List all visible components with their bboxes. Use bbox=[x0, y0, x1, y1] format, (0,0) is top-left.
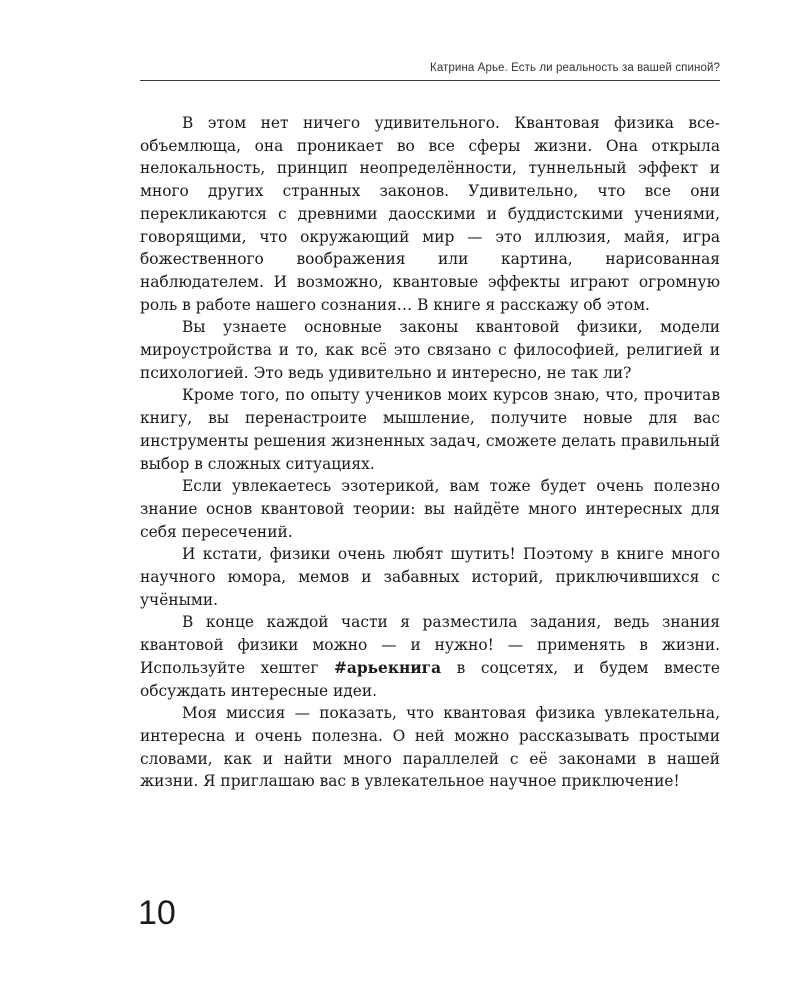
paragraph: И кстати, физики очень любят шутить! Поэтому в книге много научного юмора, мемов и забавных историй, приключившихся с учёными. bbox=[140, 545, 720, 609]
page-number: 10 bbox=[138, 894, 176, 932]
paragraph-text: В конце каждой части я разместила задания, ведь знания квантовой физики можно — и нужно! — применять в жизни. Используйте хештег bbox=[140, 613, 720, 677]
paragraph-mission: Моя миссия — показать, что квантовая физика увлекательна, интересна и очень полезна. О ней можно рассказывать простыми словами, как и найти много параллелей с её законами в нашей жизни. Я приглашаю вас в увлекательное научное приключение! bbox=[140, 704, 720, 791]
paragraph-tasks bbox=[140, 611, 720, 702]
paragraph: В этом нет ничего удивительного. Квантовая физика всеобъемлюща, она проникает во все сферы жизни. Она открыла нелокальность, принцип неопределённости, туннельный эффект и много других странных законов. Удивительно, что все они перекликаются с древними даосскими и буддистскими учениями, говорящими, что окружающий мир — это иллюзия, майя, игра божественного воображения или картина, нарисованная наблюдателем. И возможно, квантовые эффекты играют огромную роль в работе нашего сознания… В книге я расскажу об этом. bbox=[140, 114, 720, 314]
paragraph: Вы узнаете основные законы квантовой физики, модели мироустройства и то, как всё это связано с философией, религией и психологией. Это ведь удивительно и интересно, не так ли? bbox=[140, 318, 720, 382]
paragraph: Если увлекаетесь эзотерикой, вам тоже будет очень полезно знание основ квантовой теории: вы найдёте много интересных для себя пересечений. bbox=[140, 477, 720, 541]
paragraph: Кроме того, по опыту учеников моих курсов знаю, что, прочитав книгу, вы перенастроите мышление, получите новые для вас инструменты решения жизненных задач, сможете делать правильный выбор в сложных ситуациях. bbox=[140, 386, 720, 473]
header-rule bbox=[140, 80, 720, 81]
paragraph-text: в соцсетях, и будем вместе обсуждать интересные идеи. bbox=[140, 658, 720, 700]
running-header: Катрина Арье. Есть ли реальность за вашей спиной? bbox=[430, 62, 720, 74]
hashtag: #арьекнига bbox=[333, 658, 442, 677]
body-text bbox=[140, 112, 720, 793]
